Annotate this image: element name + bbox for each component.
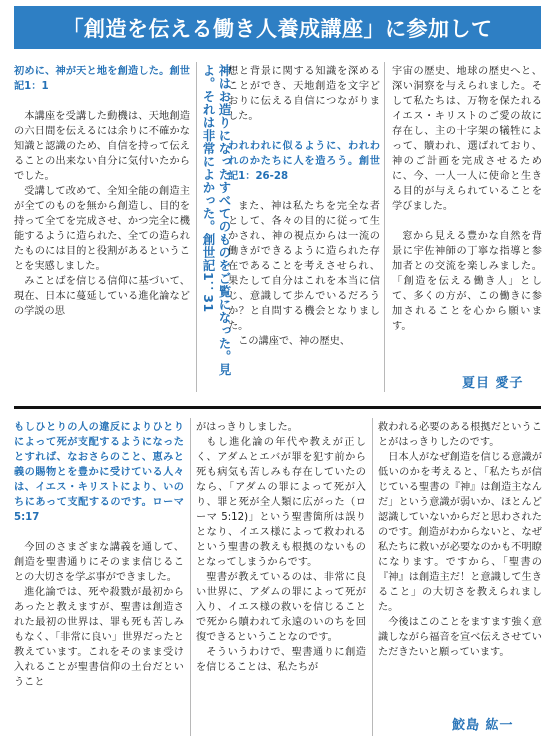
paragraph: この講座で、神の歴史、 — [238, 336, 351, 347]
paragraph: みことばを信じる信仰に基づいて、現在、日本に蔓延している進化論などの学説の思 — [14, 276, 190, 317]
column-divider — [190, 418, 191, 736]
column-divider — [372, 418, 373, 736]
top-column-1 — [14, 64, 190, 319]
paragraph: そういうわけで、聖書通りに創造を信じることは、私たちが — [196, 647, 366, 673]
vertical-verse-genesis-1-31: 神はお造りになったすべてのものをご覧になった。見よ。それは非常によかった。創世記1：31 — [201, 64, 232, 376]
paragraph: 本講座を受講した動機は、天地創造の六日間を伝えるには余りに不確かな知識と認識のため、自信を持って伝えることの出来ない自分に気付いたからでした。 — [14, 111, 190, 182]
paragraph: 聖書が教えているのは、非常に良い世界に、アダムの罪によって死が入り、イエス様の救いを信じることで死から贖われて永遠のいのちを回復できるということなのです。 — [196, 572, 366, 643]
top-column-3 — [392, 64, 542, 334]
paragraph: 想と背景に関する知識を深めることができ、天地創造を文字どおりに伝える自信につながりました。 — [228, 66, 380, 122]
author-signature-natsume: 夏目 愛子 — [462, 376, 524, 391]
author-signature-samejima: 鮫島 紘一 — [452, 718, 514, 733]
paragraph: 進化論では、死や殺戮が最初からあったと教えますが、聖書は創造された最初の世界は、罪も死も苦しみもなく、「非常に良い」世界だったと教えています。これをそのまま受け入れることが聖書信仰の土台だということ — [14, 587, 184, 688]
paragraph: 救われる必要のある根拠だということがはっきりしたのです。 — [378, 422, 542, 448]
paragraph: 今回のさまざまな講義を通して、創造を聖書通りにそのまま信じることの大切さを学ぶ事ができました。 — [14, 542, 184, 583]
paragraph: 受講して改めて、全知全能の創造主が全てのものを無から創造し、目的を持って全てを完成させ、かつ完全に機能するように造られた、全ての造られたものには目的と役割があるということを実感しました。 — [14, 186, 190, 272]
bottom-column-3 — [378, 420, 542, 660]
article-title: 「創造を伝える働き人養成講座」に参加して — [14, 6, 541, 49]
paragraph: 日本人がなぜ創造を信じる意識が低いのかを考えると、「私たちが信じている聖書の『神』は創造主なんだ」という意識が弱いか、ほとんど認識していないからだと思わされたのです。創造がわからないと、なぜ私たちに救いが必要なのかも不明瞭になります。ですから、「聖書の『神』は創造主だ！と意識して生きること」の大切さを教えられました。 — [378, 452, 542, 613]
paragraph: もし進化論の年代や教えが正しく、アダムとエバが罪を犯す前から死も病気も苦しみも存在していたのなら、「アダムの罪によって死が入り、罪と死が全人類に広がった（ローマ 5:12)」という聖書箇所は誤りとなり、イエス様によって救われるという聖書の教えも根拠のないものとなってしまうからです。 — [196, 437, 366, 568]
paragraph: 今後はこのことをますます強く意識しながら福音を宣べ伝えさせていただきたいと願っています。 — [378, 617, 542, 658]
column-divider — [196, 62, 197, 392]
verse-genesis-1-26: われわれに似るように、われわれのかたちに人を造ろう。創世記1：26-28 — [228, 141, 380, 182]
paragraph: 窓から見える豊かな自然を背景に宇佐神師の丁寧な指導と参加者との交流を楽しみました。「創造を伝える働き人」として、多くの方が、この働きに参加されることを心から願います。 — [392, 231, 542, 332]
verse-romans-5-17: もしひとりの人の違反によりひとりによって死が支配するようになったとすれば、なおさらのこと、恵みと義の賜物とを豊かに受けている人々は、イエス・キリストにより、いのちにあって支配するのです。ローマ 5:17 — [14, 422, 184, 523]
section-divider — [14, 406, 541, 409]
column-divider — [384, 62, 385, 392]
bottom-column-1 — [14, 420, 184, 690]
paragraph: また、神は私たちを完全な者として、各々の目的に従って生かされ、神の視点からは一流の働きができるように造られた存在であることを考えさせられ、果たして自分はこれを本当に信じ、意識して歩んでいるだろうか？と自問する機会となりました。 — [228, 201, 380, 332]
bottom-column-2 — [196, 420, 366, 675]
top-column-2 — [228, 64, 380, 349]
verse-genesis-1-1: 初めに、神が天と地を創造した。創世記1：1 — [14, 66, 190, 92]
paragraph: がはっきりしました。 — [196, 422, 298, 433]
paragraph: 宇宙の歴史、地球の歴史へと、深い洞察を与えられました。そして私たちは、万物を保たれるイエス・キリストのご愛の故に存在し、主の十字架の犠牲によって、贖われ、選ばれており、神のご計画を完成させるために、今、一人一人に使命と生きる目的が与えられていることを学びました。 — [392, 66, 542, 212]
